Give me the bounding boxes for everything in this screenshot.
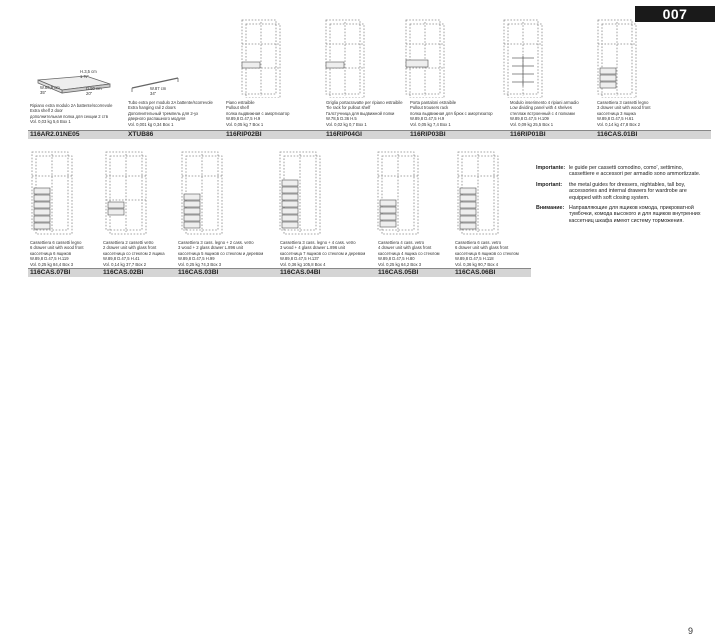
- note-label: Importante:: [536, 165, 566, 171]
- item-code: 116CAS.02BI: [103, 269, 144, 276]
- item-desc: Porta pantaloni estraibile Pullout trousers rack полка выдвижная для брюк с амортизатор W.89,8 D.47,5 H.9 Vol. 0,05 kg 7,4 Box 1: [410, 100, 493, 127]
- item-desc: Cassettiera 3 cass. legno + 4 cass. vetro 3 wood + 4 glass drawer L.896 unit кассетница 7 ящиков со стеклом и деревом W.89,8 D.47,5 H.137 Vol. 0,36 kg 105,8 Box 4: [280, 240, 366, 267]
- page-number: 9: [688, 626, 694, 636]
- item-code: 116CAS.03BI: [178, 269, 219, 276]
- item-code: 116CAS.01BI: [597, 131, 638, 138]
- item-code: 116CAS.05BI: [378, 269, 419, 276]
- item-desc: Cassettiera 4 cass. vetro 4 drawer unit with glass front кассетница 4 ящика со стеклом W.89,8 D.47,5 H.80 Vol. 0,25 kg 64,2 Box 3: [378, 240, 440, 267]
- item-desc: Modulo inserimento 4 ripiani armadio Low dividing panel with 4 shelves стеллаж встроенный с 4 полками W.89,8 D.47,5 H.109 Vol. 0,09 kg 25,5 Box 1: [510, 100, 579, 127]
- item-code: 116RIP02BI: [226, 131, 262, 138]
- item-desc: Tubo extra per modulo 2A battente/scorrevole Extra hanging rail 2 doors Дополнительный тремпель для 2-ух дверного распашного модуля Vol. 0,001 kg 0,34 Box 1: [128, 100, 213, 127]
- note-en: [536, 182, 706, 201]
- item-code: XTUB86: [128, 131, 154, 138]
- item-code: 116CAS.06BI: [455, 269, 496, 276]
- note-it: [536, 165, 706, 178]
- seven-drawer-drawing: [274, 150, 328, 236]
- note-label: Important:: [536, 181, 563, 188]
- note-text: Направляющие для ящиков комода, прикроватной тумбочки, комода высокого и для ящиков внутренних кассетниц шкафа имеют систему торможения.: [569, 205, 701, 224]
- note-ru: [536, 205, 706, 224]
- note-text: le guide per cassetti comodino, como', settimino, cassettiere e accessori per armadio sono ammortizzate.: [569, 165, 701, 178]
- shelf-depth-dim: D.50 cm 20": [86, 86, 102, 97]
- item-desc: Cassettiera 6 cass. vetro 6 drawer unit with glass front кассетница 6 ящиков со стеклом W.89,8 D.47,5 H.118 Vol. 0,36 kg 90,7 Box 4: [455, 240, 519, 267]
- two-glass-drawer-drawing: [100, 150, 154, 236]
- item-desc: Cassettiera 3 cassetti legno 3 drawer unit with wood front кассетница 3 ящика W.89,8 D.47,5 H.61 Vol. 0,14 kg 47,8 Box 2: [597, 100, 651, 127]
- item-code: 116RIP04GI: [326, 131, 362, 138]
- shelf-width-dim: W.86,8 cm 35": [40, 85, 60, 96]
- five-drawer-drawing: [176, 150, 230, 236]
- dividing-panel-drawing: [498, 18, 548, 98]
- item-code: 116AR2.01NE05: [30, 131, 80, 138]
- note-text: the metal guides for dressers, nightables, tall boy, accessories and internal drawers for wardrobe are equipped with soft closing system.: [569, 181, 687, 201]
- item-desc: Griglia portacravatte per ripiano estraibile Tie rack for pullout shelf Галстучница для выдвижной полки W.78,5 D.36 H.5 Vol. 0,02 kg 0,7 Box 1: [326, 100, 403, 127]
- trousers-rack-drawing: [400, 18, 450, 98]
- three-drawer-drawing: [592, 18, 642, 98]
- item-desc: Ripiano extra modulo 2A battente/scorrevole Extra shelf 2 door дополнительная полка для секции 2 ств Vol. 0,03 kg 5,6 Box 1: [30, 103, 113, 125]
- item-desc: Cassettiera 3 cass. legno + 2 cass. vetro 3 wood + 2 glass drawer L.896 unit кассетница 5 ящиков со стеклом и деревом W.89,8 D.47,5 H.99 Vol. 0,25 kg 74,3 Box 3: [178, 240, 264, 267]
- tie-rack-drawing: [320, 18, 370, 98]
- item-desc: Piano estraibile Pullout shelf полка выдвижная с амортизатор W.89,8 D.47,5 H.9 Vol. 0,05 kg 7 Box 1: [226, 100, 290, 127]
- item-desc: Cassettiera 2 cassetti vetro 2 drawer unit with glass front кассетница со стеклом 2 ящика W.89,8 D.47,5 H.41 Vol. 0,14 kg 37,7 Box 2: [103, 240, 165, 267]
- shelf-height-dim: H.3,5 cm 1 ⅜": [80, 69, 97, 80]
- four-glass-drawer-drawing: [372, 150, 426, 236]
- item-code: 116RIP01BI: [510, 131, 546, 138]
- item-code: 116CAS.07BI: [30, 269, 71, 276]
- six-glass-drawer-drawing: [452, 150, 506, 236]
- rail-width-dim: W.87 cm 34": [150, 86, 167, 97]
- item-code: 116CAS.04BI: [280, 269, 321, 276]
- soft-close-notes: [536, 165, 706, 228]
- note-label: Внимание:: [536, 205, 565, 212]
- six-drawer-drawing: [26, 150, 80, 236]
- item-code: 116RIP03BI: [410, 131, 446, 138]
- section-badge: 007: [635, 6, 715, 22]
- pullout-shelf-drawing: [236, 18, 286, 98]
- item-desc: Cassettiera 6 cassetti legno 6 drawer unit with wood front кассетница 6 ящиков W.89,8 D.47,5 H.119 Vol. 0,25 kg 84,4 Box 3: [30, 240, 84, 267]
